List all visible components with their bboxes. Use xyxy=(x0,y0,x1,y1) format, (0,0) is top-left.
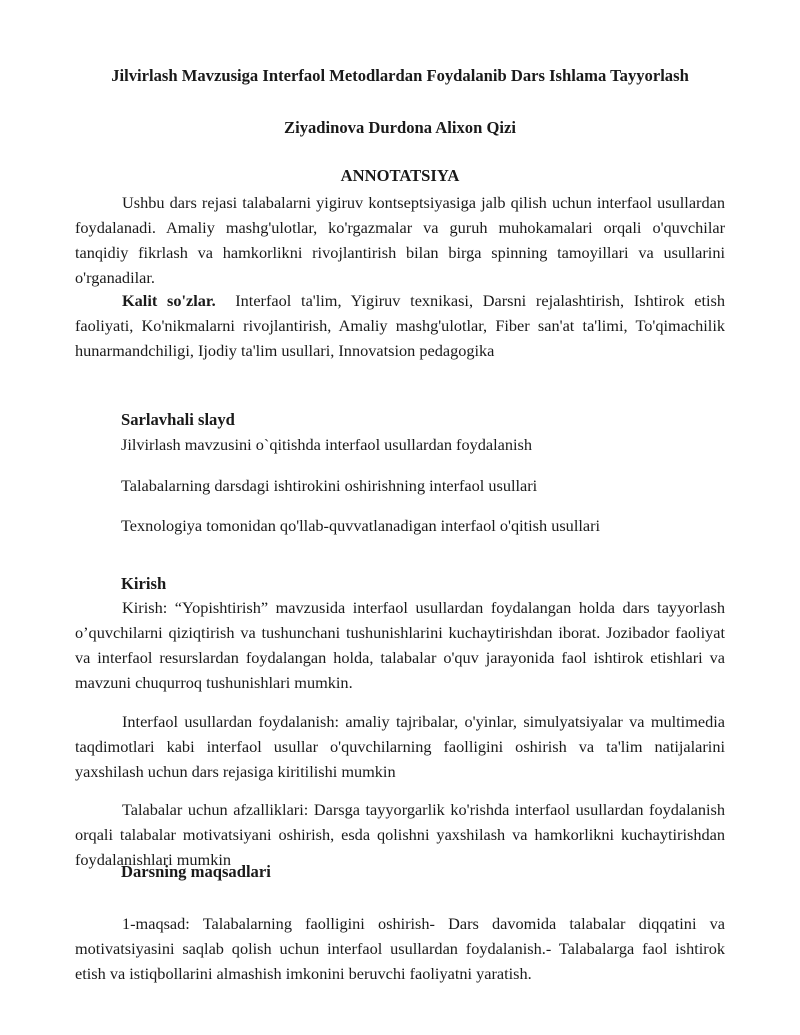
intro-heading: Kirish xyxy=(121,574,167,593)
benefits-paragraph: Talabalar uchun afzalliklari: Darsga tayyorgarlik ko'rishda interfaol usullardan foydalanish orqali talabalar motivatsiyani oshirish, esda qolishni yaxshilash va hamkorlikni kuchaytirishdan foydalanishlari mumkin xyxy=(75,800,725,869)
methods-paragraph: Interfaol usullardan foydalanish: amaliy tajribalar, o'yinlar, simulyatsiyalar va multimedia taqdimotlari kabi interfaol usullar o'quvchilarning faolligini oshirish va ta'lim natijalarini yaxshilash uchun dars rejasiga kiritilishi mumkin xyxy=(75,712,725,781)
slide-line: Texnologiya tomonidan qo'llab-quvvatlanadigan interfaol o'qitish usullari xyxy=(121,516,601,535)
author-name: Ziyadinova Durdona Alixon Qizi xyxy=(284,118,516,137)
document-title: Jilvirlash Mavzusiga Interfaol Metodlardan Foydalanib Dars Ishlama Tayyorlash xyxy=(111,66,689,85)
title-slide-heading: Sarlavhali slayd xyxy=(121,410,235,429)
goals-heading: Darsning maqsadlari xyxy=(121,862,271,881)
keywords-paragraph xyxy=(75,288,725,363)
goals-paragraph: 1-maqsad: Talabalarning faolligini oshirish- Dars davomida talabalar diqqatini va motivatsiyasini saqlab qolish uchun interfaol usullardan foydalanish.- Talabalarga faol ishtirok etish va istiqbollarini almashish imkonini beruvchi faoliyatni yaratish. xyxy=(75,914,725,983)
slide-line: Jilvirlash mavzusini o`qitishda interfaol usullardan foydalanish xyxy=(121,435,533,454)
intro-paragraph: Kirish: “Yopishtirish” mavzusida interfaol usullardan foydalangan holda dars tayyorlash o’quvchilarni qiziqtirish va tushunchani tushunishlarini kuchaytirishdan iborat. Jozibador faoliyat va interfaol resurslardan foydalangan holda, talabalar o'quv jarayonida faol ishtirok etishlari va mavzuni chuqurroq tushunishlari mumkin. xyxy=(75,598,725,692)
keywords-text: Interfaol ta'lim, Yigiruv texnikasi, Darsni rejalashtirish, Ishtirok etish faoliyati, Ko'nikmalarni rivojlantirish, Amaliy mashg'ulotlar, Fiber san'at ta'limi, To'qimachilik hunarmandchiligi, Ijodiy ta'lim usullari, Innovatsion pedagogika xyxy=(75,291,726,360)
abstract-heading: ANNOTATSIYA xyxy=(340,166,460,185)
slide-line: Talabalarning darsdagi ishtirokini oshirishning interfaol usullari xyxy=(121,476,538,495)
abstract-paragraph: Ushbu dars rejasi talabalarni yigiruv kontseptsiyasiga jalb qilish uchun interfaol usullardan foydalanadi. Amaliy mashg'ulotlar, ko'rgazmalar va guruh muhokamalari orqali o'quvchilar tanqidiy fikrlash va hamkorlikni rivojlantirish bilan birga spinning tamoyillari va usullarini o'rganadilar. xyxy=(75,193,725,287)
keywords-label: Kalit so'zlar. xyxy=(122,291,216,310)
